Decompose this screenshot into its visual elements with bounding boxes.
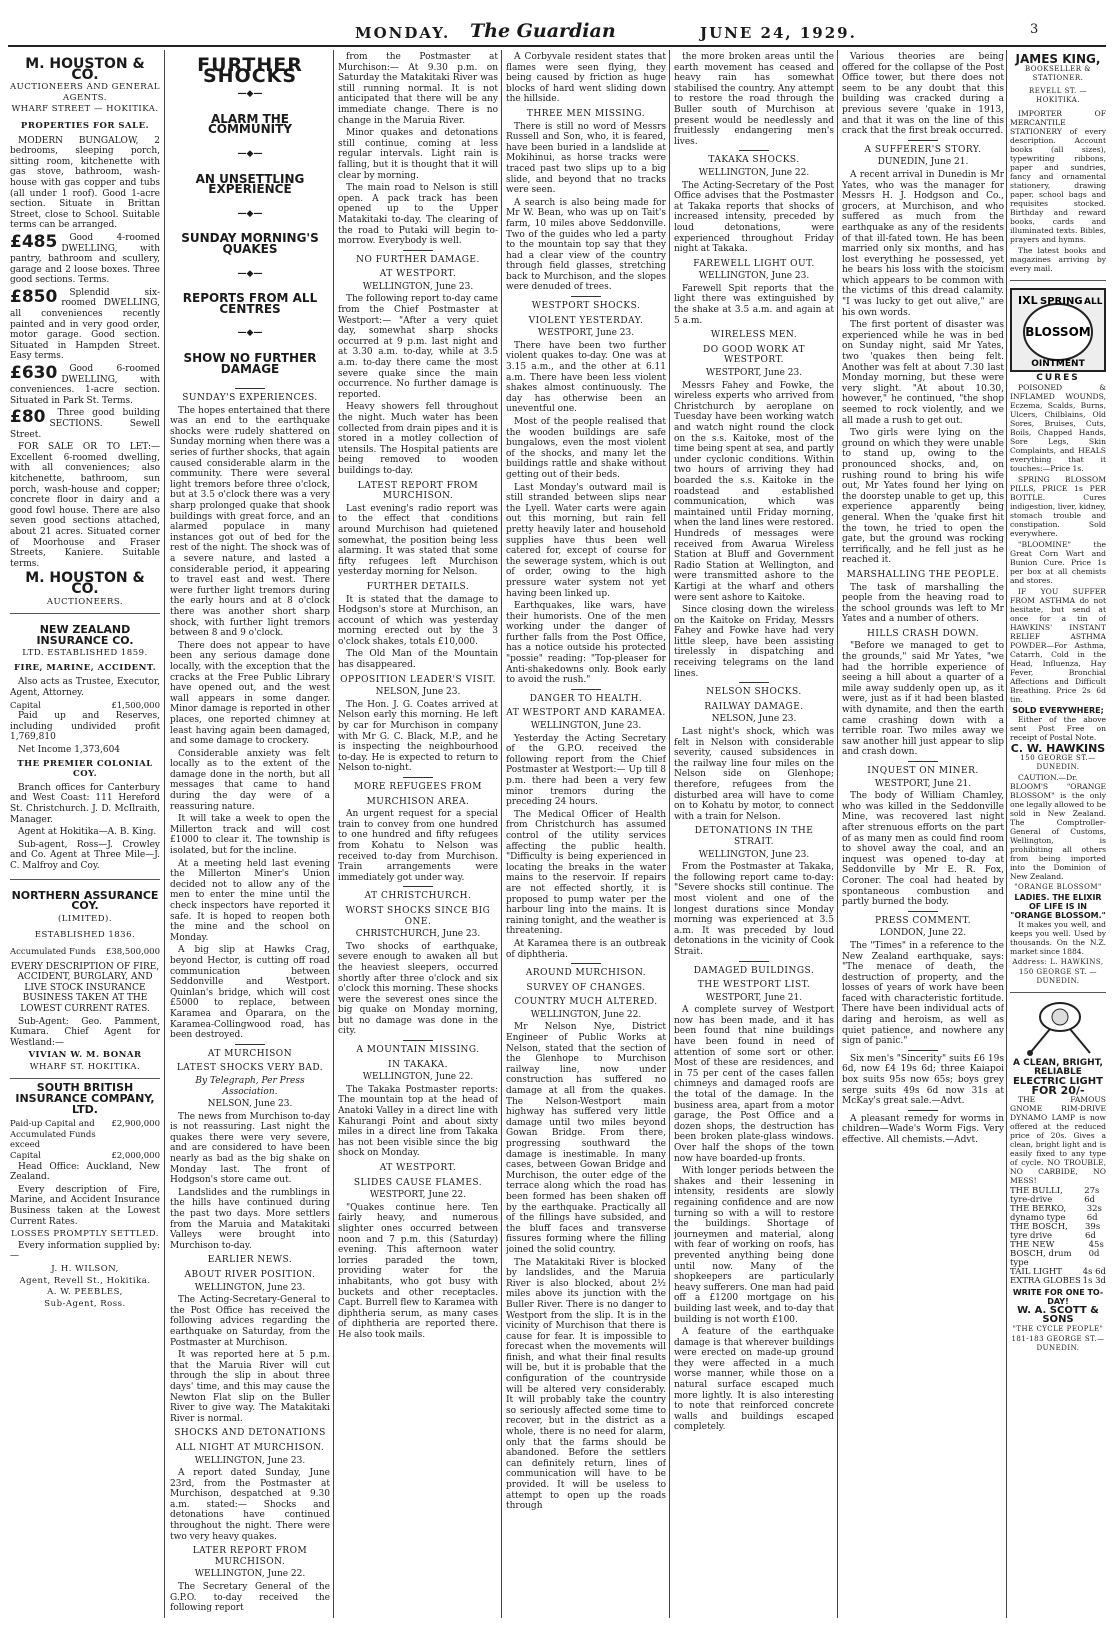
price-item-name: TAIL LIGHT [1010,1267,1062,1277]
masthead-day: MONDAY. [355,24,451,42]
dateline: WELLINGTON, June 22. [698,167,810,178]
article-paragraph: At Karamea there is an outbreak of diphtheria. [506,938,666,960]
dateline: WELLINGTON, June 22. [194,1569,306,1580]
section-subheading: LATEST SHOCKS VERY BAD. [176,1063,324,1074]
section-heading: NELSON SHOCKS. [706,687,802,698]
section-heading: SUNDAY'S EXPERIENCES. [182,393,318,404]
section-heading: LATEST REPORT FROM MURCHISON. [357,480,479,502]
dateline: WELLINGTON, June 22. [362,1072,474,1083]
dateline: NELSON, June 23. [207,1099,293,1110]
advert-heading: RELIABLE [1034,1067,1082,1077]
article-paragraph: the more broken areas until the earth movement has ceased and heavy rain has somewhat stabilised the country. Any attempt to restore the road through the Buller south of Murchison at present would be needlessly and fruitlessly endangering men's lives. [674,52,834,147]
advert-address: 181-183 GEORGE ST.—DUNEDIN. [1011,1335,1105,1352]
james-king-advert [1010,52,1106,281]
section-subheading: AT WESTPORT. [379,269,457,280]
advert-text: "BLOOMINE" the Great Corn Wart and Bunion Cure. Price 1s per box at all chemists and stores. [1010,540,1106,585]
ornament: —◆— [237,328,263,339]
price-item-price: 32s 6d [1086,1204,1102,1223]
advert-text: Sub-Agent: Geo. Pamment, Kumara. Chief Agent for Westland:— [10,1016,160,1048]
article-paragraph: The "Times" in a reference to the New Zealand earthquake, says: "The menace of death, the destruction of property, and the losses of years of work have been faced with characteristic fortitude. There have been individual acts of daring and heroism, as well as quiet patience, and nowhere any sign of panic." [842,940,1004,1047]
section-heading: OPPOSITION LEADER'S VISIT. [340,674,496,685]
column-rule [333,50,334,1618]
section-heading: DANGER TO HEALTH. [529,693,643,704]
property-price: £80 [10,407,46,428]
logo-ointment: OINTMENT [1031,359,1085,369]
page-number: 3 [1030,22,1039,37]
advert-firm-name: NORTHERN ASSURANCE COY. [11,888,159,913]
section-heading: NO FURTHER DAMAGE. [356,254,480,265]
article-paragraph: Last evening's radio report was to the effect that conditions around Murchison had quietened somewhat, the position being less alarming. It was stated that some fifty refugees left Murchison yesterday morning for Nelson. [338,503,498,578]
logo-spring: SPRING [1040,296,1083,307]
advert-price-heading: FOR 20/- [1031,1084,1085,1097]
logo-ixl: IXL [1018,294,1038,307]
advert-address: WHARF STREET — HOKITIKA. [11,104,159,115]
article-paragraph: The Acting-Secretary of the Post Office advises that the Postmaster at Takaka reports that shocks of increased intensity, preceded by loud detonations, were experienced throughout Friday night at Takaka. [674,180,834,255]
section-subheading: THE WESTPORT LIST. [697,980,811,991]
advert-heading: ELECTRIC LIGHT [1013,1076,1103,1087]
section-heading: FAREWELL LIGHT OUT. [693,258,815,269]
article-paragraph: At a meeting held last evening the Millerton Miner's Union decided not to allow any of the men to enter the mine until the check inspectors have reported it safe. It is hoped to reopen both the mine and the school on Monday. [170,858,330,943]
section-heading: AT CHRISTCHURCH. [364,891,472,902]
advert-text: Head Office: Auckland, New Zealand. [10,1161,160,1183]
advert-heading: "ORANGE BLOSSOM" [1014,883,1102,891]
advert-label: Accumulated Funds [10,946,96,957]
advert-value: £1,500,000 [111,700,160,711]
headline-deck: SUNDAY MORNING'S QUAKES [181,231,319,256]
advert-text: Net Income 1,373,604 [18,745,121,756]
article-paragraph: It will take a week to open the Millerton track and will cost £1000 to clear it. The township is isolated, but for the incline. [170,814,330,857]
spring-blossom-advert [1010,285,1106,993]
dateline: WELLINGTON, June 23. [698,271,810,282]
advert-heading: WRITE FOR ONE TO-DAY! [1012,1288,1104,1306]
article-paragraph: "Quakes continue here. Ten fairly heavy, and numerous slighter ones occurred between noon and 7 p.m. this (Saturday) evening. This afternoon water lorries paraded the town, providing water for the inhabitants, who got busy with buckets and other receptacles. Capt. Burrell flew to Karamea with diphtheria serum, as many cases of diphtheria are reported there. He also took mails. [338,1202,498,1340]
article-paragraph: It is stated that the damage to Hodgson's store at Murchison, an account of which was yesterday morning erected out by the 3 o'clock shakes, totals £10,000. [338,594,498,647]
advert-text: Also acts as Trustee, Executor, Agent, Attorney. [10,677,160,699]
advert-text: Agent at Hokitika—A. B. King. [18,827,157,838]
advert-label: Paid-up Capital and Accumulated Funds exceed [10,1119,96,1151]
article-paragraph: A search is also being made for Mr W. Bean, who was up on Tait's farm, 10 miles above Seddonville. Two of the guides who led a party to the mountain top say that they had a clear view of the country through field glasses, stretching back to Murchison, and the slopes were denuded of trees. [506,197,666,293]
advert-text: Every information supplied by:— [10,1240,160,1262]
article-paragraph: Yesterday the Acting Secretary of the G.P.O. received the following report from the Chief Postmaster at Westport:— Up till 8 p.m. there had been a very few minor tremors during the preceding 24 hours. [506,733,666,808]
price-list [1010,1187,1106,1286]
price-list-row [1010,1241,1106,1268]
article-paragraph: Minor quakes and detonations still continue, coming at less regular intervals. Light rain is falling, but it is thought that it will clear by morning. [338,128,498,181]
price-item-name: THE NEW BOSCH, drum type [1010,1240,1072,1268]
article-paragraph: The Hon. J. G. Coates arrived at Nelson early this morning. He left by car for Murchison in company with Mr G. C. Black, M.P., and he is inspecting the neighbourhood to-day. He is expected to return to Nelson to-night. [338,699,498,774]
section-heading: EARLIER NEWS. [207,1255,293,1266]
wire-credit: By Telegraph, Per Press Association. [195,1075,305,1097]
article-paragraph: There have been two further violent quakes to-day. One was at 3.15 a.m., and the other at 6.11 a.m. There have been less violent shakes almost continuously. The day has otherwise been an uneventful one. [506,340,666,415]
headline-deck: ALARM THE COMMUNITY [207,111,293,137]
property-listing: Good 6-roomed DWELLING, with conveniences. 1-acre section. Situated in Park St. Terms. [10,364,160,406]
article-paragraph: A Corbyvale resident states that flames were seen flying, they being caused by friction as huge blocks of hard went sliding down the hillside. [506,52,666,105]
advert-text: Either of the above sent Post Free on receipt of Postal Note. [1010,715,1106,742]
ornament: —◆— [237,208,263,219]
dateline: WELLINGTON, June 22. [530,1009,642,1020]
section-subheading: WORST SHOCKS SINCE BIG ONE. [345,905,491,927]
advert-firm-name: W. A. SCOTT & SONS [1017,1305,1099,1325]
bicycle-lamp-icon [1010,997,1106,1057]
headline-deck: REPORTS FROM ALL CENTRES [182,291,318,316]
price-list-row [1010,1223,1106,1241]
section-subheading: SURVEY OF CHANGES. [526,982,646,993]
article-paragraph: Farewell Spit reports that the light there was extinguished by the shake at 3.5 a.m. and again at 5 a.m. [674,283,834,326]
advert-firm-name: M. HOUSTON & CO. [25,570,145,597]
article-paragraph: The body of William Chamley, who was killed in the Seddonville Mine, was recovered last night after strenuous efforts on the part of as many men as could find room to shovel away the coal, and an inquest was opened to-day at Seddonville by Mr E. R. Fox, Coroner. The coal had heated by spontaneous combustion and partly burned the body. [842,791,1004,908]
ornament: —◆— [237,148,263,159]
section-heading: SHOCKS AND DETONATIONS [174,1428,326,1439]
advert-text: Sub-agent, Ross—J. Crowley and Co. Agent at Three Mile—J. C. Malfroy and Coy. [10,839,160,871]
dateline: NELSON, June 23. [711,714,797,725]
section-heading: AT MURCHISON [207,1048,293,1059]
section-heading: WIRELESS MEN. [710,330,798,341]
article-paragraph: Earthquakes, like wars, have their humorists. One of the men working under the danger of further falls from the Post Office, has a notice outside his protected "possie" reading: "Top-pleaser for Anti-shakedowns only. Book early to avoid the rush." [506,601,666,686]
advert-heading: CURES [1036,373,1080,383]
article-paragraph: The Acting-Secretary-General to the Post Office has received the following advices regarding the earthquake on Saturday, from the Postmaster at Murchison. [170,1295,330,1348]
headline-main: FURTHER SHOCKS [197,54,303,87]
advert-agent-name: J. H. WILSON, [51,1263,119,1274]
advert-tagline: (LIMITED). [57,913,113,924]
headline-deck: SHOW NO FURTHER DAMAGE [183,350,317,376]
section-subheading: IN TAKAKA. [388,1059,448,1070]
advert-text: CAUTION.—Dr. BLOOM'S "ORANGE BLOSSOM" is the only one legally allowed to be sold in New Zealand. The Comptroller-General of Customs, Wellington, is prohibiting all others from being imported into the Dominion of New Zealand. [1010,773,1106,881]
price-item-price: 45s 0d [1088,1240,1104,1259]
column-adverts-right [1010,52,1106,1617]
houston-advert [10,52,160,614]
advert-value: £2,900,000 [111,1119,160,1130]
section-subheading: ABOUT RIVER POSITION. [184,1270,316,1280]
article-paragraph: The Takaka Postmaster reports: The mountain top at the head of Anatoki Valley in a direct line with Kahurangi Point and about sixty miles in a direct line from Takaka has not been visible since the big shock on Monday. [338,1084,498,1159]
property-price: £485 [10,231,58,252]
article-paragraph: The hopes entertained that there was an end to the earthquake shocks were rudely shattered on Sunday morning when there was a series of further shocks, that again caused considerable alarm in the community. There were several light tremors before three o'clock, but at 3.5 o'clock there was a very sharp prolonged quake that shook buildings with great force, and an alarmed populace in many instances got out of bed for the rest of the night. The shock was of a severe nature, and lasted a considerable period, it appearing to travel east and west. There were further light tremors during the early hours and at 8 o'clock there was another short sharp shock, with further light tremors between 8 and 9 o'clock. [170,405,330,639]
section-subheading: MURCHISON AREA. [366,796,470,807]
column-lead-story [170,52,330,1617]
ornament: —◆— [237,89,263,100]
logo-all: ALL [1084,297,1103,307]
advert-text: Paid up and Reserves, including undivided profit 1,769,810 [10,711,160,743]
column-rule [837,50,838,1618]
section-subheading: AT WESTPORT AND KARAMEA. [506,708,666,719]
article-paragraph: Considerable anxiety was felt locally as to the extent of the damage done in the north, but all messages that came to hand during the day were of a reassuring nature. [170,748,330,812]
spring-blossom-logo [1010,288,1106,372]
article-paragraph: Messrs Fahey and Fowke, the wireless experts who arrived from Christchurch by aeroplane on Tuesday have been working watch and watch night round the clock on the s.s. Kaitoke, most of the time being spent at sea, and partly under cyclonic conditions. Within two hours of arriving they had boarded the s.s. Kaitoke in the roadstead and established communication, which was maintained until Friday morning, when the land lines were restored. Hundreds of messages were received from Awarua Wireless Station at Bluff and Government Radio Station at Wellington, and were transmitted ashore to the Kartigi at the wharf and others were sent ashore to Kaitoke. [674,380,834,603]
south-british-advert [10,1083,160,1309]
section-heading: TAKAKA SHOCKS. [708,155,800,166]
advert-text: THE FAMOUS GNOME RIM-DRIVE DYNAMO LAMP is now offered at the reduced price of 20s. Gives a clean, bright light and is easily fixed to any type of cycle. NO TROUBLE, NO CARBIDE, NO MESS! [1010,1095,1106,1185]
advert-firm-name: NEW ZEALAND INSURANCE CO. [36,623,134,647]
feature-headline [170,54,330,376]
dateline: WELLINGTON, June 23. [530,721,642,732]
advert-firm-name: C. W. HAWKINS [1010,742,1106,755]
article-paragraph: A feature of the earthquake damage is that wherever buildings were erected on made-up ground they were affected in a much worse manner, while those on a natural surface escaped much more lightly. It is also interesting to note that reinforced concrete walls and buildings escaped completely. [674,1327,834,1433]
dateline: WESTPORT, June 23. [705,368,803,379]
masthead-title: The Guardian [470,20,616,42]
advert-text: Every description of Fire, Marine, and Accident Insurance Business taken at the Lowest Current Rates. [10,1184,160,1227]
headline-deck: AN UNSETTLING EXPERIENCE [195,171,305,197]
price-item-name: THE BULLI, tyre-drive [1010,1186,1063,1205]
article-paragraph: Heavy showers fell throughout the night. Much water has been collected from drain pipes and it is stored in a motley collection of utensils. The Hospital patients are being removed to wooden buildings to-day. [338,402,498,476]
dateline: WELLINGTON, June 23. [698,849,810,860]
masthead-rule [8,45,1106,47]
advert-heading: A CLEAN, BRIGHT, [1013,1058,1103,1068]
dateline: NELSON, June 23. [375,687,461,698]
column-news-3 [338,52,498,1617]
section-heading: A MOUNTAIN MISSING. [356,1045,480,1056]
column-news-4 [506,52,666,1617]
advert-tagline: AUCTIONEERS AND GENERAL AGENTS. [10,82,160,103]
advertorial: A pleasant remedy for worms in children—Wade's Worm Figs. Very effective. All chemists.—Advt. [842,1113,1004,1145]
advert-text: IMPORTER OF MERCANTILE STATIONERY of every description. Account books (all sizes), typewriting ribbons, paper and sundries, fancy and ornamental stationery, drawing paper, school bags and requisites stocked. Birthday and reward books, cards and illuminated texts. Bibles, prayers and hymns. [1010,109,1106,244]
article-paragraph: The news from Murchison to-day is not reassuring. Last night the quakes there were very severe, and are considered to have been nearly as bad as the big shake on Monday last. The front of Hodgson's store came out. [170,1111,330,1186]
article-paragraph: Landslides and the rumblings in the hills have continued during the past two days. More settlers from the Maruia and Matakitaki Valleys were brought into Murchison to-day. [170,1187,330,1251]
article-paragraph: Since closing down the wireless on the Kaitoke on Friday, Messrs Fahey and Fowke have had very little sleep, have been assisting tirelessly in dispatching and receiving telegrams on the land lines. [674,605,834,679]
article-paragraph: The following report to-day came from the Chief Postmaster at Westport:— "After a very quiet day, somewhat sharp shocks occurred at 9 p.m. last night and at 3.30 a.m. to-day, while at 3.5 a.m. to-day there came the most severe quake since the main occurrence. No further damage is reported. [338,294,498,400]
column-rule [501,50,502,1618]
article-paragraph: from the Postmaster at Murchison:— At 9.30 p.m. on Saturday the Matakitaki River was still running normal. It is not anticipated that there will be any immediate change. There is no change in the Maruia River. [338,52,498,126]
article-paragraph: Last Monday's outward mail is still stranded between slips near the Lyell. Water carts were again out this morning, but rain fell pretty heavily later and household supplies have thus been well catered for, except of course for the sewerage system, which is out of order, owing to the high pressure water system not yet having been linked up. [506,482,666,599]
advert-text: SPRING BLOSSOM PILLS, PRICE 1s PER BOTTLE. Cures indigestion, liver, kidney, stomach trouble and constipation. Sold everywhere. [1010,475,1106,538]
advert-address: 150 GEORGE ST.—DUNEDIN. [1020,754,1096,771]
advertorial: Six men's "Sincerity" suits £6 19s 6d, now £4 19s 6d; three Kaiapoi box suits 95s now 65s; boys grey serge suits 49s 6d now 31s at McKay's great sale.—Advt. [842,1053,1004,1107]
property-price: £850 [10,286,58,307]
article-paragraph: Last night's shock, which was felt in Nelson with considerable severity, caused subsidences in the railway line four miles on the Nelson side on Glenhope; therefore, refugees from the disturbed area will have to come on to Kohatu by motor, to connect with a train for Nelson. [674,727,834,822]
advert-firm-name: SOUTH BRITISH INSURANCE COMPANY, LTD. [15,1081,155,1116]
advert-tagline: "THE CYCLE PEOPLE" [1012,1325,1104,1333]
advert-heading: THE PREMIER COLONIAL COY. [17,758,153,780]
advert-heading: FIRE, MARINE, ACCIDENT. [13,662,157,673]
advert-address: Agent, Revell St., Hokitika. [19,1275,151,1286]
dateline: LONDON, June 22. [879,928,967,939]
property-listing: MODERN BUNGALOW, 2 bedrooms, sleeping porch, sitting room, kitchenette with gas stove, bathroom, wash-house with gas copper and tubs (all under 1 roof). Good 1-acre section. Situate in Brittan Street, close to School. Suitable terms can be arranged. [10,135,160,231]
article-paragraph: The Old Man of the Mountain has disappeared. [338,649,498,671]
advert-value: £38,500,000 [105,946,160,957]
section-subheading: COUNTRY MUCH ALTERED. [514,997,658,1008]
dateline: WESTPORT, June 21. [705,992,803,1003]
article-paragraph: "Before we managed to get to the grounds," said Mr Yates, "we had the horrible experience of seeing a hill about a quarter of a mile away suddenly open up, as it were, just as if it had been blasted with dynamite, and then the earth came crashing down with a terrible roar. Two miles away we saw another hill just appear to slip and crash down. [842,641,1004,758]
article-paragraph: The Matakitaki River is blocked by landslides, and the Maruia River is also blocked, about 2½ miles above its junction with the Buller River. There is no danger to Westport from the slip. It is in the vicinity of Murchison that there is cause for fear. It is impossible to forecast when the movements will finish, and what their final results will be, but it is probable that the configuration of the countryside will be altered very considerably. It will probably take the country so seriously affected some time to recover, but in the district as a whole, there is no need for alarm, only that the farms should be abandoned. Before the settlers can definitely return, lines of communication will have to be provided. It will be useless to attempt to open up the roads through [506,1257,666,1512]
article-paragraph: The Medical Officer of Health from Christchurch has assumed control of the utility services affecting the public health. "Difficulty is being experienced in locating the breaks in the water mains to the reservoir. If repairs are not effected shortly, it is proposed to pump water per the harbour ling into the mains. It is raining tonight, and the weather is threatening. [506,809,666,937]
advert-agent-name: A. W. PEEBLES, [47,1287,123,1298]
masthead [0,0,1114,40]
price-item-price: 27s 6d [1084,1186,1100,1205]
advert-address: REVELL ST. — HOKITIKA. [1029,87,1087,104]
section-heading: FURTHER DETAILS. [366,581,470,592]
article-paragraph: The first portent of disaster was experienced while he was in bed on Sunday night, said Mr Yates, two 'quakes then being felt. Another was felt at about 7.30 last Monday morning, but these were very slight. "At about 10.30, however," he continued, "the shop seemed to rock violently, and we all made a rush to get out. [842,320,1004,426]
section-heading: DAMAGED BUILDINGS. [693,965,815,976]
masthead-date: JUNE 24, 1929. [700,24,857,42]
column-rule [164,50,165,1618]
dateline: WESTPORT, June 23. [537,328,635,339]
advert-firm-name: M. HOUSTON & CO. [25,56,145,83]
dateline: WELLINGTON, June 23. [362,281,474,292]
dateline: WELLINGTON, June 23. [194,1282,306,1293]
section-heading: A SUFFERER'S STORY. [864,144,982,155]
column-news-6 [842,52,1004,1617]
dateline: WELLINGTON, June 23. [194,1455,306,1466]
article-paragraph: An urgent request for a special train to convey from one hundred to one hundred and fifty refugees from Kohatu to Nelson was received to-day from Murchison. Train arrangements were immediately got under way. [338,809,498,883]
property-listing: Splendid six-roomed DWELLING, all conveniences recently painted and in very good order, motor garage. Good section. Situated in Hampden Street. Easy terms. [10,287,160,362]
advert-tagline: BOOKSELLER & STATIONER. [1024,65,1092,82]
article-paragraph: It was reported here at 5 p.m. that the Maruia River will cut through the slip in about three days' time, and this may cause the Newton Flat slip on the Buller River to give way. The Matakitaki River is normal. [170,1350,330,1424]
advert-value: £2,000,000 [111,1151,160,1162]
nz-insurance-advert [10,618,160,879]
advert-text: It makes you well, and keeps you well. Used by thousands. On the N.Z. market since 1884. [1010,920,1106,956]
advert-text: EVERY DESCRIPTION OF FIRE, ACCIDENT, BURGLARY, AND LIVE STOCK INSURANCE BUSINESS TAKEN AT THE LOWEST CURRENT RATES. [10,961,160,1014]
section-subheading: RAILWAY DAMAGE. [704,701,804,712]
advert-tagline: AUCTIONEERS. [46,596,124,607]
price-item-name: THE BERKO, dynamo type [1010,1204,1067,1223]
article-paragraph: The main road to Nelson is still open. A pack track has been opened up to the Upper Matakitaki to-day. The clearing of the road to Putaki will begin to-morrow. Everybody is well. [338,183,498,247]
advert-tagline: ESTABLISHED 1836. [34,930,136,941]
article-paragraph: With longer periods between the shakes and their lessening in intensity, residents are slowly regaining confidence and are now turning so with a will to restore the buildings. Shortage of journeymen and material, along with fear of working on roofs, has prevented anything being done until now. Many of the shopkeepers are particularly heavy sufferers. One man had paid off a £1200 mortgage on his building last week, and to-day that building is not worth £100. [674,1166,834,1325]
advert-text: The latest books and magazines arriving by every mail. [1010,246,1106,273]
property-listing: Three good building SECTIONS. Sewell Street. [10,408,160,440]
section-heading: HILLS CRASH DOWN. [867,628,979,639]
section-subheading: SLIDES CAUSE FLAMES. [353,1177,483,1188]
property-listing: Good 4-roomed DWELLING, with pantry, bathroom and scullery, garage and 2 loose boxes. Three good sections. Terms. [10,232,160,286]
logo-blossom: BLOSSOM [1025,325,1091,339]
price-list-row [1010,1277,1106,1286]
section-heading: AT WESTPORT. [379,1163,457,1173]
price-item-name: THE BOSCH, tyre drive [1010,1222,1068,1241]
advert-heading: LADIES. THE ELIXIR OF LIFE IS IN "ORANGE BLOSSOM." [1010,893,1106,920]
article-paragraph: A report dated Sunday, June 23rd, from the Postmaster at Murchison, despatched at 9.30 a.m. stated:— Shocks and detonations have continued throughout the night. There were two very heavy quakes. [170,1468,330,1542]
northern-assurance-advert [10,884,160,1080]
advert-address: WHARF ST. HOKITIKA. [29,1061,141,1072]
section-heading: DETONATIONS IN THE STRAIT. [694,826,814,847]
column-rule [1006,50,1007,1618]
column-advertisements [10,52,160,1617]
dateline: WESTPORT, June 21. [874,778,972,789]
article-paragraph: A recent arrival in Dunedin is Mr Yates, who was the manager for Messrs H. J. Hodgson and Co., grocers, at Murchison, and who suffered as much from the earthquake as any of the residents of that ill-fated town. He has been married only six months, and has lost everything he possessed, yet he bears his loss with the stoicism which appears to be common with the victims of this dread calamity. "I was lucky to get out alive," are his own words. [842,169,1004,318]
price-item-price: 4s 6d [1082,1267,1106,1277]
advert-text: IF YOU SUFFER FROM ASTHMA do not hesitate, but send at once for a tin of HAWKINS' INSTANT RELIEF ASTHMA POWDER—For Asthma, Catarrh, Cold in the Head, Influenza, Hay Fever, Bronchial Affections and Difficult Breathing. Price 2s 6d tin. [1010,587,1106,704]
advert-tagline: LTD. ESTABLISHED 1859. [22,648,148,659]
section-heading: AROUND MURCHISON. [525,968,647,979]
advert-heading: SOLD EVERYWHERE; [1012,706,1104,715]
ornament: —◆— [237,268,263,279]
article-paragraph: A big slip at Hawks Crag, beyond Hector, is cutting off road communication between Seddonville and Westport. Quinlan's bridge, which will cost £5000 to replace, between Karamea and Oparara, on the Karamea-Collingwood road, has been destroyed. [170,945,330,1041]
advert-address: Sub-Agent, Ross. [44,1298,126,1309]
price-item-price: 1s 3d [1082,1276,1106,1286]
section-heading: LATER REPORT FROM MURCHISON. [192,1546,308,1567]
advert-text: POISONED & INFLAMED WOUNDS, Eczema, Scalds, Burns, Ulcers, Chilblains, Old Sores, Bruises, Cuts, Boils, Chapped Hands, Sore Legs, Skin Complaints, and HEALS everything that it touches:—Price 1s. [1010,383,1106,473]
article-paragraph: Various theories are being offered for the collapse of the Post Office tower, but there does not seem to be any doubt that this building was cracked during a previous severe 'quake in 1913, and that it was on the line of this crack that the first break occurred. [842,52,1004,137]
property-price: £630 [10,363,58,384]
article-paragraph: Most of the people realised that the wooden buildings are safe bungalows, even the most violent of the shocks, and many let the buildings rattle and shake without getting out of their beds. [506,417,666,480]
dateline: CHRISTCHURCH, June 23. [355,929,481,940]
article-paragraph: A complete survey of Westport now has been made, and it has been found that nine buildings have been found in need of attention of some sort or other. Most of these are residences, and in 75 per cent of the cases fallen chimneys and damaged roofs are the total of the damage. In the business area, apart from a motor garage, the Post Office and a dozen shops, the destruction has been broken plate-glass windows. Over half the shops of the town now have boarded-up fronts. [674,1005,834,1164]
article-paragraph: There does not appear to have been any serious damage done locally, with the exception that the cracks at the Free Public Library have opened out, and the west wall appears in some danger. Minor damage is reported in other places, one reported chimney at least having again been damaged, and some damage to crockery. [170,640,330,747]
section-heading: PRESS COMMENT. [874,915,972,926]
advert-text: Branch offices for Canterbury and West Coast: 111 Hereford St. Christchurch. J. D. McIlraith, Manager. [10,782,160,825]
advert-label: Capital [10,1151,41,1162]
article-paragraph: Two girls were lying on the ground on which they were unable to stand up, owing to the pronounced shocks, and, on rushing round to bring his wife out, Mr Yates found her lying on the doorstep unable to get up, this experience apparently being general. When the 'quake first hit the town, he tried to open the gate, but the ground was rocking terrifically, and he fell just as he reached it. [842,428,1004,566]
section-subheading: DO GOOD WORK AT WESTPORT. [703,344,805,366]
section-heading: MARSHALLING THE PEOPLE. [846,569,1000,580]
advert-heading: LOSSES PROMPTLY SETTLED. [10,1229,160,1240]
article-paragraph: There is still no word of Messrs Russell and Son, who, it is feared, have been buried in a landslide at Mokihinui, as horse tracks were traced past two slips up to a big slide, and beyond that no tracks were seen. [506,121,666,196]
property-listing: FOR SALE OR TO LET:—Excellent 6-roomed dwelling, with all conveniences; also kitchenette, bathroom, sun porch, wash-house and copper; concrete floor in dairy and a good fowl house. There are also seven good sections attached, about 21 acres. Situated corner of Moorhouse and Fraser Streets, Kaniere. Suitable terms. [10,442,160,569]
price-item-price: 39s 6d [1085,1222,1101,1241]
article-paragraph: Two shocks of earthquake, severe enough to awaken all but the heaviest sleepers, occurred shortly after three o'clock and six o'clock this morning. These shocks were the severest ones since the big quake on Monday morning, but no damage was done in the city. [338,941,498,1037]
article-paragraph: The task of marshalling the people from the heaving road to the school grounds was left to Mr Yates and a number of others. [842,582,1004,625]
article-paragraph: The Secretary General of the G.P.O. to-day received the following report [170,1582,330,1614]
section-heading: WESTPORT SHOCKS. [531,301,641,312]
advert-heading: PROPERTIES FOR SALE. [20,120,150,131]
advert-agent-name: Address: L. HAWKINS, [1012,958,1104,966]
advert-agent-name: VIVIAN W. M. BONAR [28,1050,142,1061]
article-paragraph: From the Postmaster at Takaka, the following report came to-day: "Severe shocks still continue. The most violent and one of the longest durations since Monday morning was experienced at 3.5 a.m. It was preceded by loud detonations in the vicinity of Cook Strait. [674,862,834,957]
section-subheading: ALL NIGHT AT MURCHISON. [175,1442,325,1453]
section-heading: MORE REFUGEES FROM [354,782,482,792]
column-news-5 [674,52,834,1617]
column-rule [669,50,670,1618]
section-subheading: VIOLENT YESTERDAY. [528,315,644,326]
article-paragraph: Mr Nelson Nye, District Engineer of Public Works at Nelson, stated that the section of the Glenhope to Murchison railway line, now under construction has suffered no damage at all from the quakes. The Nelson-Westport main highway has suffered very little damage until two miles beyond Gowan Bridge. From there, progressing southward the damage is inestimable. In many cases, between Gowan Bridge and Murchison, the outer edge of the terrace along which the road has been formed has been shaken off by the earthquake. Practically all of the fillings have subsided, and the bluff faces and transverse fissures forming where the filling joined the solid country. [506,1022,666,1255]
dateline: WESTPORT, June 22. [369,1190,467,1201]
section-heading: THREE MEN MISSING. [526,108,646,119]
price-list-row [1010,1187,1106,1205]
advert-address: 150 GEORGE ST. — DUNEDIN. [1018,968,1098,985]
price-item-name: EXTRA GLOBES [1010,1276,1081,1286]
dateline: DUNEDIN, June 21. [877,157,969,168]
price-list-row [1010,1205,1106,1223]
advert-firm-name: JAMES KING, [1015,52,1101,66]
scott-lamp-advert [1010,997,1106,1353]
advert-label: Capital [10,700,41,711]
section-heading: INQUEST ON MINER. [867,766,979,776]
